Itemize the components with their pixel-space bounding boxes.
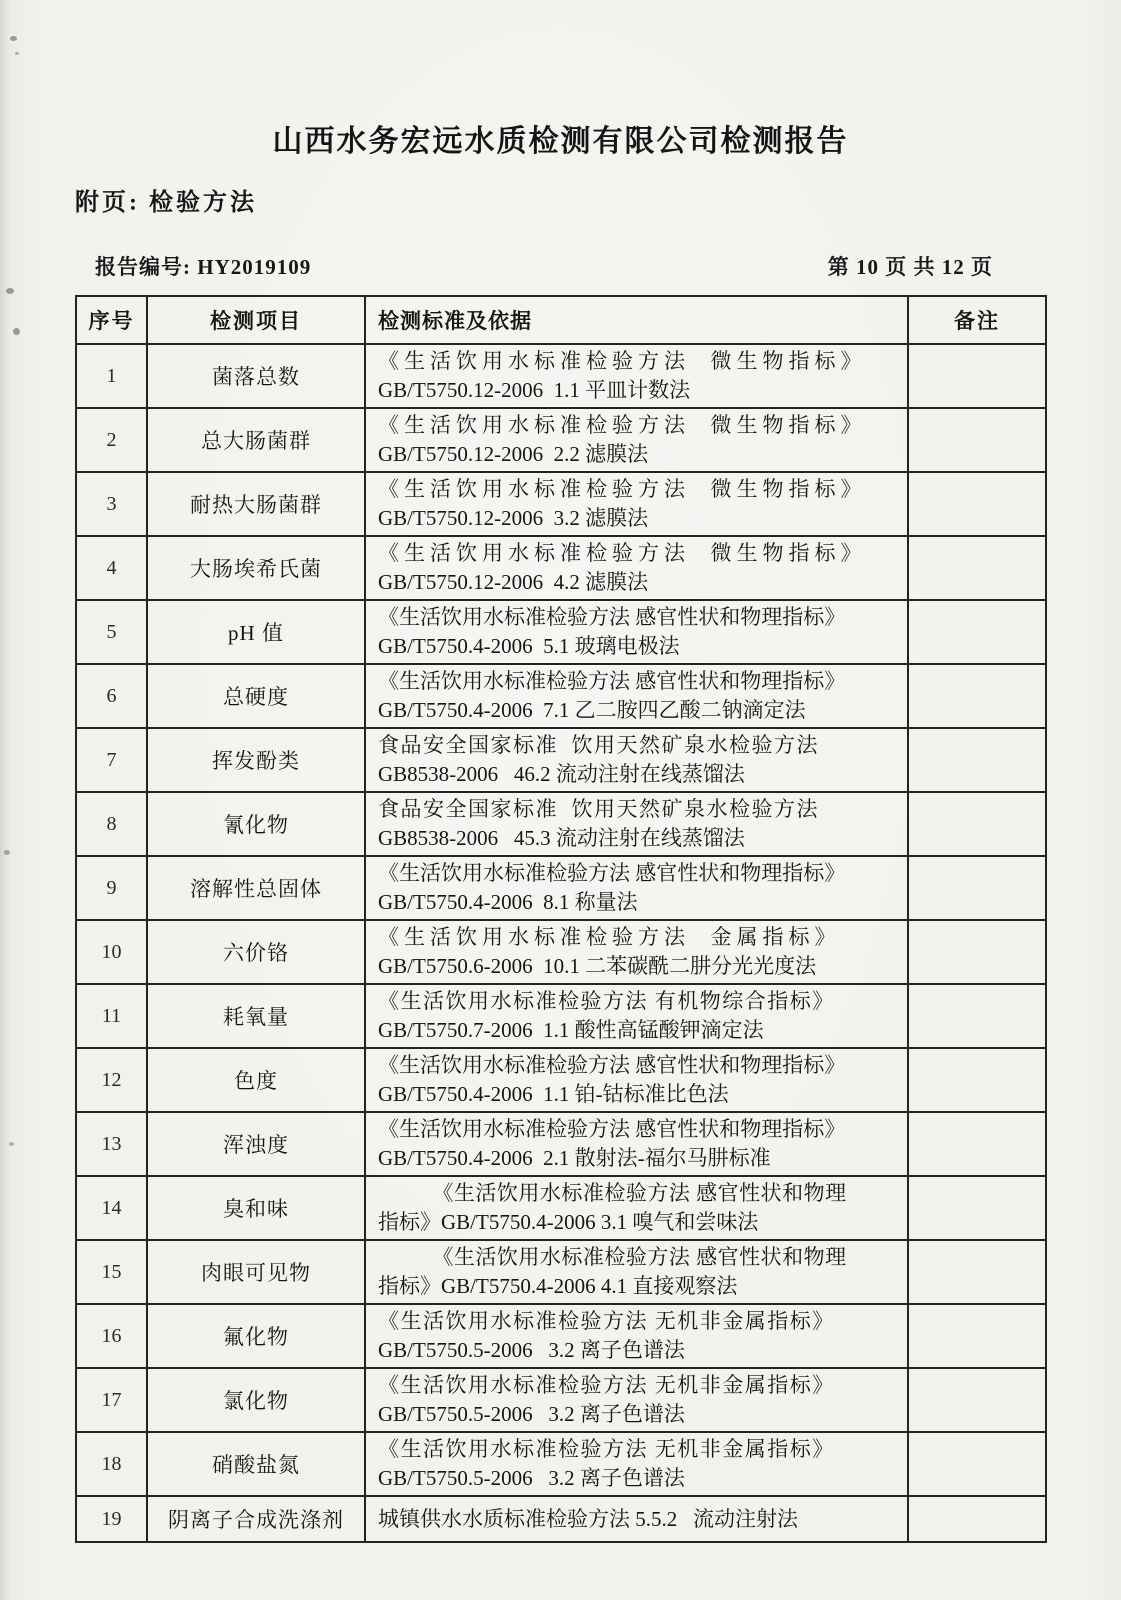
table-row — [76, 984, 1046, 1048]
remark-cell — [908, 728, 1046, 792]
standard-cell — [365, 472, 908, 536]
row-number-cell: 17 — [76, 1368, 147, 1432]
table-row — [76, 1048, 1046, 1112]
row-number-cell: 5 — [76, 600, 147, 664]
remark-cell — [908, 1048, 1046, 1112]
table-row — [76, 1496, 1046, 1542]
row-number-cell: 10 — [76, 920, 147, 984]
remark-cell — [908, 1304, 1046, 1368]
report-title: 山西水务宏远水质检测有限公司检测报告 — [272, 125, 849, 158]
test-item-cell: 臭和味 — [147, 1176, 365, 1240]
standard-line: 《生活饮用水标准检验方法 有机物综合指标》 — [378, 989, 835, 1013]
row-number-cell: 19 — [76, 1496, 147, 1542]
standard-line: 《生活饮用水标准检验方法 无机非金属指标》 — [378, 1437, 835, 1461]
test-item-cell: 阴离子合成洗涤剂 — [147, 1496, 365, 1542]
table-row — [76, 664, 1046, 728]
row-number-cell: 6 — [76, 664, 147, 728]
standard-line: GB/T5750.4-2006 7.1 乙二胺四乙酸二钠滴定法 — [378, 698, 806, 722]
test-item-cell: 耗氧量 — [147, 984, 365, 1048]
standard-line: GB/T5750.12-2006 3.2 滤膜法 — [378, 506, 649, 530]
test-item-cell: 氟化物 — [147, 1304, 365, 1368]
test-item-cell: 挥发酚类 — [147, 728, 365, 792]
standard-line: GB/T5750.6-2006 10.1 二苯碳酰二肼分光光度法 — [378, 954, 817, 978]
standard-line: 《生活饮用水标准检验方法 无机非金属指标》 — [378, 1373, 835, 1397]
report-meta-row — [0, 251, 1121, 281]
test-item-cell: 氯化物 — [147, 1368, 365, 1432]
test-item-cell: 总硬度 — [147, 664, 365, 728]
standard-cell — [365, 1368, 908, 1432]
standard-line: 《生活饮用水标准检验方法 微生物指标》 — [378, 349, 867, 373]
standard-line: 《生活饮用水标准检验方法 金属指标》 — [378, 925, 841, 949]
row-number-cell: 9 — [76, 856, 147, 920]
standard-line: 食品安全国家标准 饮用天然矿泉水检验方法 — [378, 797, 819, 821]
standard-line: GB/T5750.4-2006 2.1 散射法-福尔马肼标准 — [378, 1146, 771, 1170]
standard-cell — [365, 1048, 908, 1112]
scan-artifact — [6, 288, 14, 294]
standard-cell — [365, 600, 908, 664]
test-item-cell: 耐热大肠菌群 — [147, 472, 365, 536]
standard-cell — [365, 536, 908, 600]
standard-line: GB/T5750.12-2006 4.2 滤膜法 — [378, 570, 649, 594]
standard-line: 城镇供水水质标准检验方法 5.5.2 流动注射法 — [378, 1506, 798, 1531]
standard-line: 《生活饮用水标准检验方法 微生物指标》 — [378, 413, 867, 437]
scan-artifact — [15, 52, 19, 55]
row-number-cell: 11 — [76, 984, 147, 1048]
table-body — [76, 344, 1046, 1542]
row-number-cell: 4 — [76, 536, 147, 600]
standard-cell — [365, 728, 908, 792]
row-number-cell: 14 — [76, 1176, 147, 1240]
table-row — [76, 1176, 1046, 1240]
standard-line: 《生活饮用水标准检验方法 感官性状和物理指标》 — [378, 861, 846, 885]
remark-cell — [908, 472, 1046, 536]
standard-line: 指标》GB/T5750.4-2006 4.1 直接观察法 — [378, 1274, 738, 1298]
standard-cell — [365, 344, 908, 408]
table-row — [76, 792, 1046, 856]
test-item-cell: pH 值 — [147, 600, 365, 664]
standard-line: 《生活饮用水标准检验方法 感官性状和物理 — [432, 1181, 847, 1205]
remark-cell — [908, 920, 1046, 984]
row-number-cell: 3 — [76, 472, 147, 536]
standard-cell — [365, 856, 908, 920]
row-number-cell: 15 — [76, 1240, 147, 1304]
standard-line: 《生活饮用水标准检验方法 微生物指标》 — [378, 541, 867, 565]
table-row — [76, 536, 1046, 600]
standard-line: 《生活饮用水标准检验方法 微生物指标》 — [378, 477, 867, 501]
test-item-cell: 溶解性总固体 — [147, 856, 365, 920]
table-row — [76, 600, 1046, 664]
row-number-cell: 1 — [76, 344, 147, 408]
standard-cell — [365, 1432, 908, 1496]
standard-line: GB/T5750.5-2006 3.2 离子色谱法 — [378, 1466, 685, 1490]
table-row — [76, 728, 1046, 792]
scan-artifact — [9, 1142, 14, 1146]
standard-cell — [365, 408, 908, 472]
test-item-cell: 肉眼可见物 — [147, 1240, 365, 1304]
remark-cell — [908, 1496, 1046, 1542]
table-row — [76, 1368, 1046, 1432]
table-row — [76, 1304, 1046, 1368]
standard-line: 《生活饮用水标准检验方法 无机非金属指标》 — [378, 1309, 835, 1333]
standard-cell — [365, 1304, 908, 1368]
standard-line: 《生活饮用水标准检验方法 感官性状和物理指标》 — [378, 669, 846, 693]
standard-line: 《生活饮用水标准检验方法 感官性状和物理 — [432, 1245, 847, 1269]
standard-line: GB/T5750.4-2006 8.1 称量法 — [378, 890, 638, 914]
methods-table — [75, 295, 1047, 1543]
table-row — [76, 344, 1046, 408]
remark-cell — [908, 984, 1046, 1048]
test-item-cell: 大肠埃希氏菌 — [147, 536, 365, 600]
standard-line: GB/T5750.12-2006 1.1 平皿计数法 — [378, 378, 691, 402]
standard-cell — [365, 1176, 908, 1240]
remark-cell — [908, 1112, 1046, 1176]
remark-cell — [908, 600, 1046, 664]
standard-line: 《生活饮用水标准检验方法 感官性状和物理指标》 — [378, 1117, 846, 1141]
test-item-cell: 氰化物 — [147, 792, 365, 856]
col-header-remark: 备注 — [908, 296, 1046, 344]
remark-cell — [908, 1432, 1046, 1496]
table-header-row — [76, 296, 1046, 344]
standard-line: GB/T5750.4-2006 1.1 铂-钴标准比色法 — [378, 1082, 729, 1106]
scan-edge-shade — [0, 0, 10, 1600]
row-number-cell: 2 — [76, 408, 147, 472]
row-number-cell: 7 — [76, 728, 147, 792]
standard-line: 《生活饮用水标准检验方法 感官性状和物理指标》 — [378, 1053, 846, 1077]
standard-line: GB/T5750.12-2006 2.2 滤膜法 — [378, 442, 649, 466]
remark-cell — [908, 408, 1046, 472]
test-item-cell: 硝酸盐氮 — [147, 1432, 365, 1496]
standard-line: GB/T5750.5-2006 3.2 离子色谱法 — [378, 1402, 685, 1426]
attachment-label: 附页: 检验方法 — [75, 190, 257, 216]
test-item-cell: 总大肠菌群 — [147, 408, 365, 472]
standard-line: GB/T5750.7-2006 1.1 酸性高锰酸钾滴定法 — [378, 1018, 764, 1042]
standard-line: GB8538-2006 45.3 流动注射在线蒸馏法 — [378, 826, 745, 850]
table-row — [76, 408, 1046, 472]
remark-cell — [908, 1240, 1046, 1304]
standard-cell — [365, 664, 908, 728]
standard-cell — [365, 984, 908, 1048]
row-number-cell: 12 — [76, 1048, 147, 1112]
test-item-cell: 六价铬 — [147, 920, 365, 984]
page-indicator: 第 10 页 共 12 页 — [827, 255, 993, 279]
standard-cell — [365, 1240, 908, 1304]
standard-cell — [365, 920, 908, 984]
table-row — [76, 1432, 1046, 1496]
report-number: 报告编号: HY2019109 — [95, 255, 312, 279]
test-item-cell: 菌落总数 — [147, 344, 365, 408]
remark-cell — [908, 1176, 1046, 1240]
remark-cell — [908, 1368, 1046, 1432]
row-number-cell: 18 — [76, 1432, 147, 1496]
remark-cell — [908, 792, 1046, 856]
row-number-cell: 13 — [76, 1112, 147, 1176]
scan-artifact — [13, 328, 20, 335]
standard-cell — [365, 792, 908, 856]
table-row — [76, 1112, 1046, 1176]
standard-cell — [365, 1496, 908, 1542]
standard-line: GB8538-2006 46.2 流动注射在线蒸馏法 — [378, 762, 745, 786]
remark-cell — [908, 344, 1046, 408]
standard-line: 指标》GB/T5750.4-2006 3.1 嗅气和尝味法 — [378, 1210, 759, 1234]
standard-line: 《生活饮用水标准检验方法 感官性状和物理指标》 — [378, 605, 846, 629]
remark-cell — [908, 856, 1046, 920]
remark-cell — [908, 536, 1046, 600]
row-number-cell: 16 — [76, 1304, 147, 1368]
remark-cell — [908, 664, 1046, 728]
test-item-cell: 浑浊度 — [147, 1112, 365, 1176]
col-header-standard: 检测标准及依据 — [365, 296, 908, 344]
table-row — [76, 472, 1046, 536]
table-row — [76, 1240, 1046, 1304]
test-item-cell: 色度 — [147, 1048, 365, 1112]
standard-line: GB/T5750.5-2006 3.2 离子色谱法 — [378, 1338, 685, 1362]
table-row — [76, 856, 1046, 920]
col-header-index: 序号 — [76, 296, 147, 344]
scan-artifact — [10, 36, 17, 41]
col-header-item: 检测项目 — [147, 296, 365, 344]
table-row — [76, 920, 1046, 984]
scan-artifact — [4, 850, 10, 855]
standard-line: 食品安全国家标准 饮用天然矿泉水检验方法 — [378, 733, 819, 757]
row-number-cell: 8 — [76, 792, 147, 856]
standard-cell — [365, 1112, 908, 1176]
standard-line: GB/T5750.4-2006 5.1 玻璃电极法 — [378, 634, 680, 658]
